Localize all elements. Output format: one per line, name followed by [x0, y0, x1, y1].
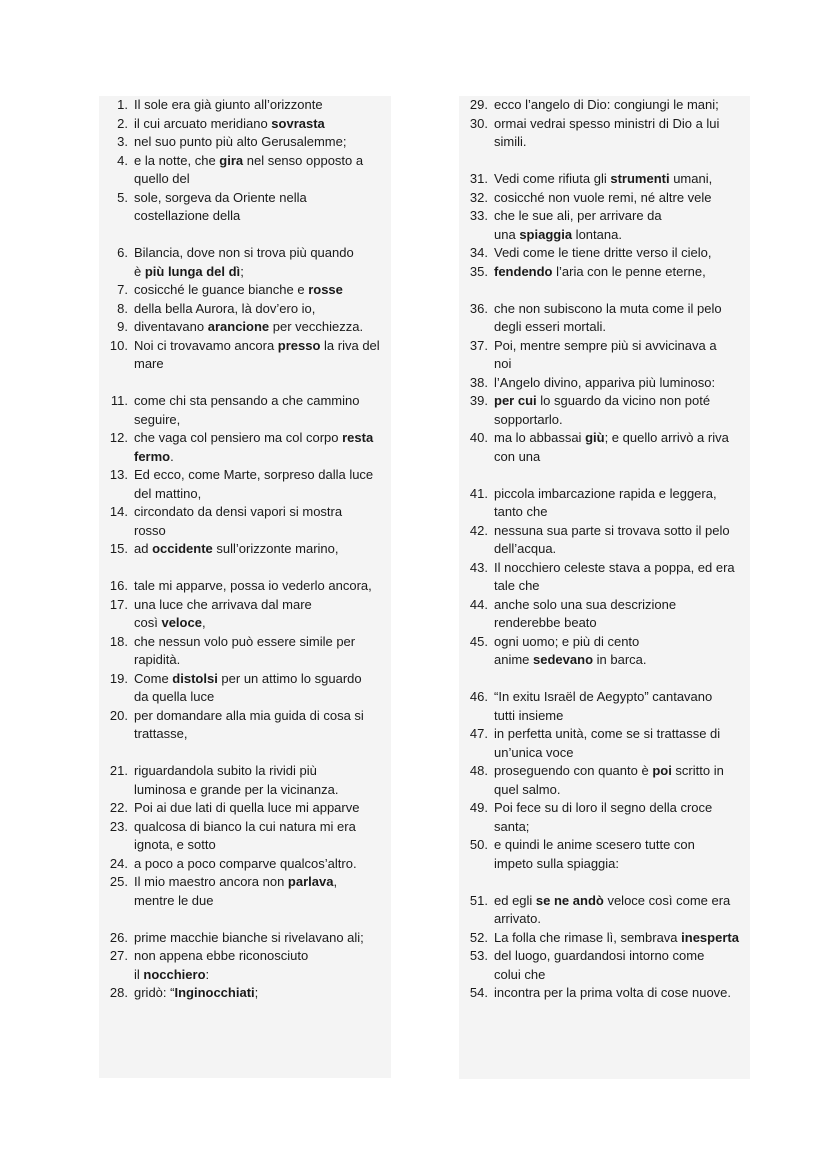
verse-number: 11.	[110, 393, 128, 408]
verse-text: proseguendo con quanto è poi scritto in quel salmo.	[494, 763, 724, 797]
verse-text: e quindi le anime scesero tutte con impeto sulla spiaggia:	[494, 837, 695, 871]
verse-line	[459, 559, 750, 596]
verse-number: 45.	[469, 633, 488, 649]
verse-number: 44.	[469, 596, 488, 612]
verse-number: 23.	[109, 818, 128, 834]
verse-line	[99, 281, 391, 300]
verse-line	[459, 170, 750, 189]
verse-text: nessuna sua parte si trovava sotto il pelo dell’acqua.	[494, 522, 730, 556]
verse-number: 14.	[109, 504, 128, 519]
verse-text: nel suo punto più alto Gerusalemme;	[134, 134, 347, 149]
stanza-gap	[459, 281, 750, 300]
verse-text: Vedi come rifiuta gli strumenti umani,	[494, 171, 713, 186]
verse-line	[99, 392, 391, 429]
verse-text: Ed ecco, come Marte, sorpreso dalla luce del mattino,	[134, 467, 374, 501]
verse-number: 5.	[117, 189, 128, 205]
verse-text: Il mio maestro ancora non parlava, mentre le due	[134, 874, 338, 908]
verse-number: 3.	[117, 134, 128, 149]
verse-number: 22.	[109, 800, 128, 815]
verse-number: 42.	[469, 522, 488, 538]
verse-line	[99, 577, 391, 596]
verse-line	[99, 189, 391, 226]
verse-line	[99, 984, 391, 1003]
verse-text: sole, sorgeva da Oriente nella costellazione della	[134, 189, 307, 223]
verse-text: ma lo abbassai giù; e quello arrivò a riva con una	[494, 430, 729, 464]
verse-number: 51.	[469, 892, 488, 908]
verse-text: per cui lo sguardo da vicino non poté sopportarlo.	[494, 393, 711, 427]
verse-line	[99, 762, 391, 799]
verse-number: 19.	[109, 670, 128, 686]
verse-text: diventavano arancione per vecchiezza.	[134, 319, 364, 334]
verse-text: Noi ci trovavamo ancora presso la riva del mare	[134, 337, 380, 371]
verse-line	[459, 374, 750, 393]
verse-number: 37.	[469, 337, 488, 353]
verse-number: 41.	[469, 485, 488, 501]
verse-line	[459, 207, 750, 244]
verse-line	[99, 596, 391, 633]
verse-number: 8.	[117, 300, 128, 316]
verse-text: che vaga col pensiero ma col corpo resta fermo.	[134, 430, 374, 464]
verse-line	[459, 762, 750, 799]
verse-text: ogni uomo; e più di cento anime sedevano in barca.	[494, 633, 647, 667]
verse-number: 17.	[109, 596, 128, 612]
verse-text: del luogo, guardandosi intorno come colui che	[494, 948, 705, 982]
verse-number: 24.	[109, 855, 128, 871]
verse-text: Il sole era già giunto all’orizzonte	[134, 97, 323, 112]
verse-line	[99, 466, 391, 503]
verse-number: 12.	[109, 430, 128, 445]
verse-line	[459, 392, 750, 429]
verse-text: La folla che rimase lì, sembrava inesperta	[494, 929, 739, 945]
verse-number: 6.	[117, 245, 128, 260]
verse-line	[459, 596, 750, 633]
verse-number: 54.	[469, 985, 488, 1000]
verse-text: che non subiscono la muta come il pelo degli esseri mortali.	[494, 300, 722, 334]
verse-text: cosicché non vuole remi, né altre vele	[494, 189, 712, 205]
verse-number: 33.	[469, 208, 488, 223]
verse-text: incontra per la prima volta di cose nuove.	[494, 985, 732, 1000]
verse-number: 21.	[109, 763, 128, 778]
verse-text: circondato da densi vapori si mostra rosso	[134, 504, 343, 538]
verse-line	[99, 947, 391, 984]
verse-line	[459, 96, 750, 115]
verse-number: 18.	[109, 633, 128, 649]
verse-text: non appena ebbe riconosciuto il nocchiero:	[134, 948, 309, 982]
verse-text: il cui arcuato meridiano sovrasta	[134, 115, 325, 131]
right-verse-column	[459, 96, 750, 1079]
verse-text: ed egli se ne andò veloce così come era arrivato.	[494, 892, 731, 926]
left-verse-column	[99, 96, 391, 1078]
verse-line	[459, 263, 750, 282]
verse-text: Poi fece su di loro il segno della croce santa;	[494, 800, 713, 834]
verse-number: 26.	[109, 929, 128, 945]
verse-number: 50.	[469, 837, 488, 852]
verse-text: Come distolsi per un attimo lo sguardo da quella luce	[134, 670, 362, 704]
verse-number: 52.	[469, 929, 488, 945]
verse-number: 28.	[109, 985, 128, 1000]
verse-line	[459, 892, 750, 929]
verse-text: e la notte, che gira nel senso opposto a quello del	[134, 152, 364, 186]
verse-line	[459, 947, 750, 984]
verse-line	[99, 300, 391, 319]
verse-line	[459, 799, 750, 836]
verse-text: qualcosa di bianco la cui natura mi era ignota, e sotto	[134, 818, 356, 852]
verse-line	[99, 96, 391, 115]
verse-number: 25.	[109, 874, 128, 889]
verse-line	[459, 244, 750, 263]
stanza-gap	[99, 559, 391, 578]
verse-line	[99, 799, 391, 818]
verse-text: a poco a poco comparve qualcos’altro.	[134, 855, 357, 871]
verse-number: 15.	[109, 541, 128, 556]
verse-line	[459, 115, 750, 152]
verse-number: 10.	[109, 337, 128, 353]
verse-line	[99, 133, 391, 152]
verse-line	[459, 633, 750, 670]
stanza-gap	[99, 744, 391, 763]
verse-number: 20.	[109, 707, 128, 723]
stanza-gap	[99, 374, 391, 393]
verse-text: fendendo l’aria con le penne eterne,	[494, 263, 706, 279]
verse-line	[99, 318, 391, 337]
verse-text: ad occidente sull’orizzonte marino,	[134, 541, 339, 556]
verse-text: Poi, mentre sempre più si avvicinava a noi	[494, 337, 717, 371]
verse-line	[459, 337, 750, 374]
stanza-gap	[99, 910, 391, 929]
stanza-gap	[459, 670, 750, 689]
verse-text: della bella Aurora, là dov’ero io,	[134, 300, 316, 316]
verse-number: 40.	[469, 430, 488, 445]
verse-number: 1.	[117, 97, 128, 112]
verse-number: 48.	[469, 763, 488, 778]
verse-line	[99, 152, 391, 189]
verse-line	[99, 670, 391, 707]
verse-line	[99, 855, 391, 874]
verse-text: ecco l’angelo di Dio: congiungi le mani;	[494, 97, 719, 112]
verse-text: Bilancia, dove non si trova più quando è più lunga del dì;	[134, 245, 354, 279]
verse-text: ormai vedrai spesso ministri di Dio a lui simili.	[494, 115, 720, 149]
verse-text: Poi ai due lati di quella luce mi apparve	[134, 800, 360, 815]
verse-number: 34.	[469, 245, 488, 260]
verse-number: 49.	[469, 800, 488, 815]
verse-number: 53.	[469, 948, 488, 963]
verse-text: piccola imbarcazione rapida e leggera, tanto che	[494, 485, 717, 519]
verse-number: 27.	[109, 948, 128, 963]
verse-number: 29.	[469, 97, 488, 112]
verse-line	[459, 485, 750, 522]
verse-line	[99, 633, 391, 670]
verse-line	[99, 115, 391, 134]
verse-line	[99, 929, 391, 948]
verse-number: 38.	[469, 374, 488, 390]
verse-line	[99, 503, 391, 540]
verse-text: Il nocchiero celeste stava a poppa, ed era tale che	[494, 559, 735, 593]
verse-text: Vedi come le tiene dritte verso il cielo,	[494, 245, 712, 260]
verse-text: l’Angelo divino, appariva più luminoso:	[494, 374, 716, 390]
verse-number: 36.	[469, 300, 488, 316]
verse-number: 16.	[109, 578, 128, 593]
verse-number: 13.	[109, 467, 128, 482]
stanza-gap	[459, 152, 750, 171]
verse-text: tale mi apparve, possa io vederlo ancora,	[134, 578, 372, 593]
verse-number: 35.	[469, 263, 488, 279]
verse-line	[99, 873, 391, 910]
verse-number: 39.	[469, 393, 488, 408]
verse-number: 47.	[469, 726, 488, 741]
stanza-gap	[99, 226, 391, 245]
verse-text: come chi sta pensando a che cammino seguire,	[134, 393, 360, 427]
verse-number: 4.	[117, 152, 128, 168]
verse-line	[459, 189, 750, 208]
verse-line	[459, 688, 750, 725]
verse-number: 7.	[117, 282, 128, 297]
verse-line	[99, 540, 391, 559]
verse-line	[459, 725, 750, 762]
verse-line	[459, 929, 750, 948]
verse-text: “In exitu Israël de Aegypto” cantavano tutti insieme	[494, 689, 713, 723]
verse-number: 43.	[469, 559, 488, 575]
verse-line	[459, 300, 750, 337]
verse-text: cosicché le guance bianche e rosse	[134, 282, 343, 297]
verse-text: in perfetta unità, come se si trattasse di un’unica voce	[494, 726, 721, 760]
stanza-gap	[459, 466, 750, 485]
verse-line	[99, 337, 391, 374]
verse-line	[99, 818, 391, 855]
verse-number: 46.	[469, 689, 488, 704]
verse-line	[99, 429, 391, 466]
verse-number: 30.	[469, 115, 488, 131]
verse-text: anche solo una sua descrizione renderebbe beato	[494, 596, 677, 630]
verse-number: 32.	[469, 189, 488, 205]
verse-number: 9.	[117, 319, 128, 334]
verse-text: che nessun volo può essere simile per rapidità.	[134, 633, 356, 667]
stanza-gap	[459, 873, 750, 892]
verse-text: gridò: “Inginocchiati;	[134, 985, 259, 1000]
verse-line	[459, 522, 750, 559]
verse-line	[459, 836, 750, 873]
verse-line	[99, 244, 391, 281]
verse-text: per domandare alla mia guida di cosa si trattasse,	[134, 707, 364, 741]
verse-line	[459, 429, 750, 466]
verse-number: 31.	[469, 171, 488, 186]
verse-line	[99, 707, 391, 744]
verse-text: una luce che arrivava dal mare così veloce,	[134, 596, 312, 630]
verse-line	[459, 984, 750, 1003]
verse-text: riguardandola subito la rividi più luminosa e grande per la vicinanza.	[134, 763, 339, 797]
verse-text: prime macchie bianche si rivelavano ali;	[134, 929, 364, 945]
verse-number: 2.	[117, 115, 128, 131]
verse-text: che le sue ali, per arrivare da una spiaggia lontana.	[494, 208, 662, 242]
